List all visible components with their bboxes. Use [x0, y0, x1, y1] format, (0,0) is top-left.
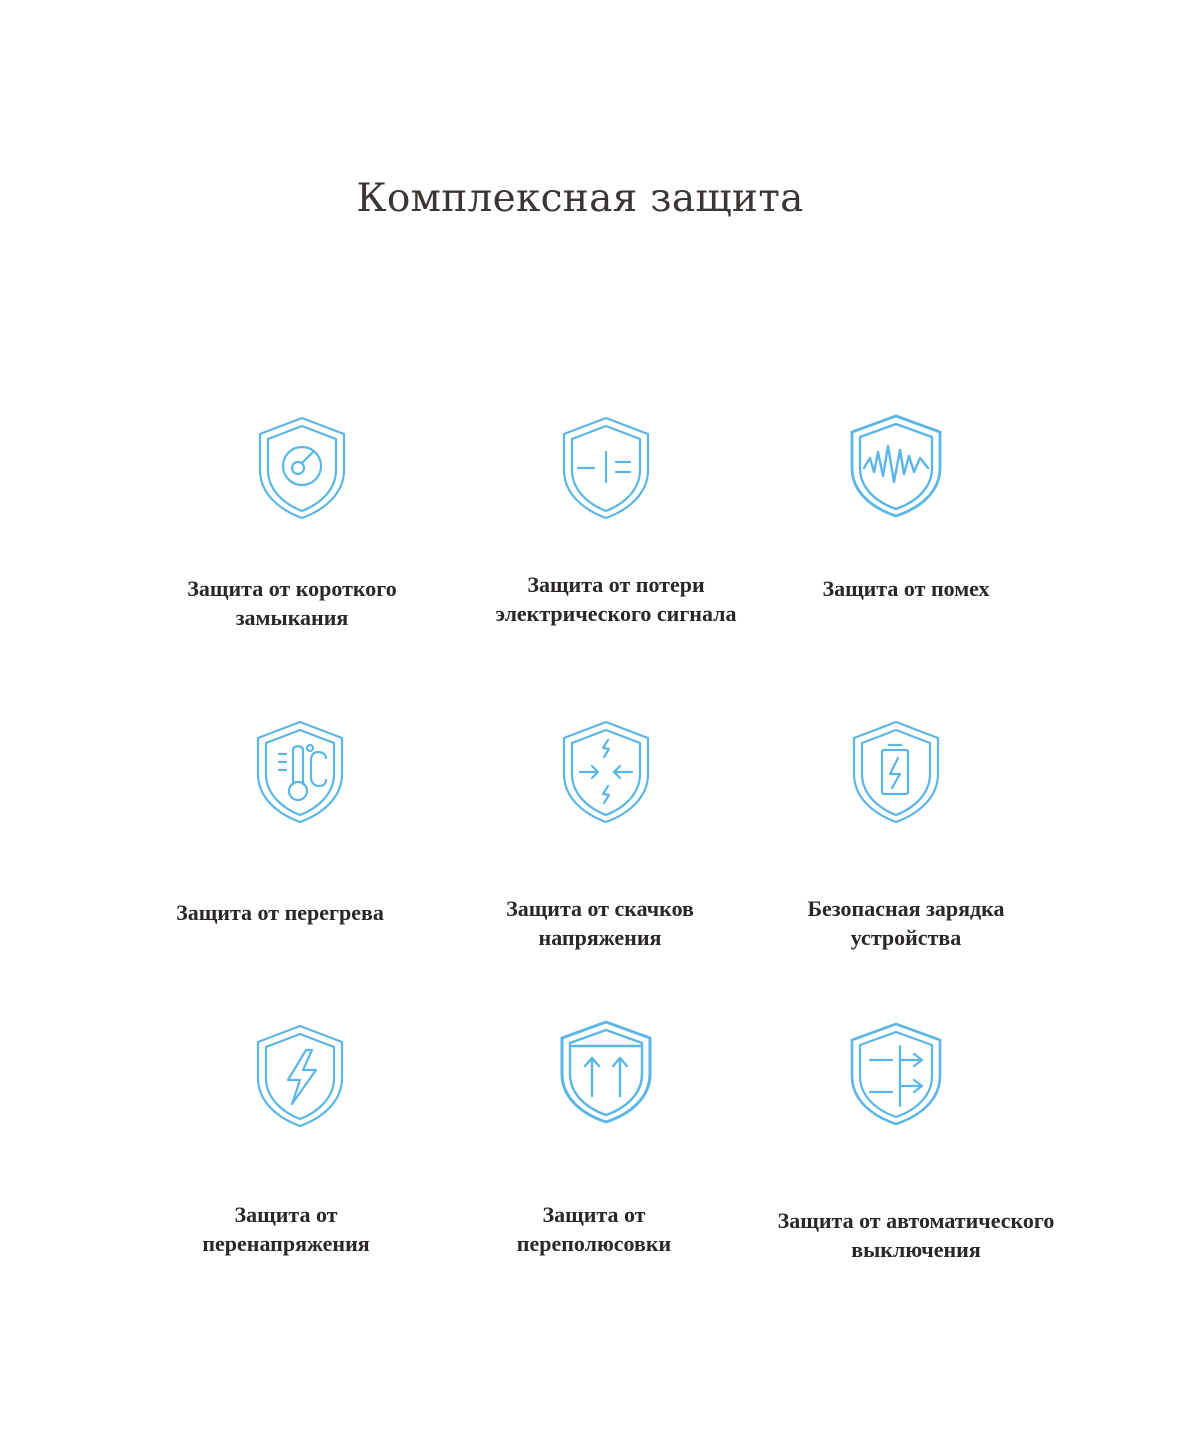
label-voltage-surge: Защита от скачков напряжения — [506, 896, 694, 950]
label-auto-shutoff: Защита от автоматического выключения — [777, 1208, 1055, 1262]
battery-charging-icon — [848, 718, 944, 826]
label-interference: Защита от помех — [822, 576, 990, 601]
label-overheat: Защита от перегрева — [176, 900, 384, 925]
page-title: Комплексная защита — [356, 176, 804, 221]
label-safe-charging: Безопасная зарядка устройства — [807, 896, 1005, 950]
voltage-surge-icon — [558, 718, 654, 826]
auto-shutoff-icon — [848, 1020, 944, 1128]
lightning-bolt-icon — [252, 1022, 348, 1130]
label-signal-loss: Защита от потери электрического сигнала — [495, 572, 737, 626]
signal-loss-icon — [558, 414, 654, 522]
short-circuit-icon — [254, 414, 350, 522]
label-reverse-polarity: Защита от переполюсовки — [516, 1202, 672, 1256]
label-overvoltage: Защита от перенапряжения — [202, 1202, 370, 1256]
label-short-circuit: Защита от короткого замыкания — [187, 576, 397, 630]
thermometer-icon — [252, 718, 348, 826]
interference-wave-icon — [848, 412, 944, 520]
reverse-polarity-icon — [558, 1018, 654, 1126]
